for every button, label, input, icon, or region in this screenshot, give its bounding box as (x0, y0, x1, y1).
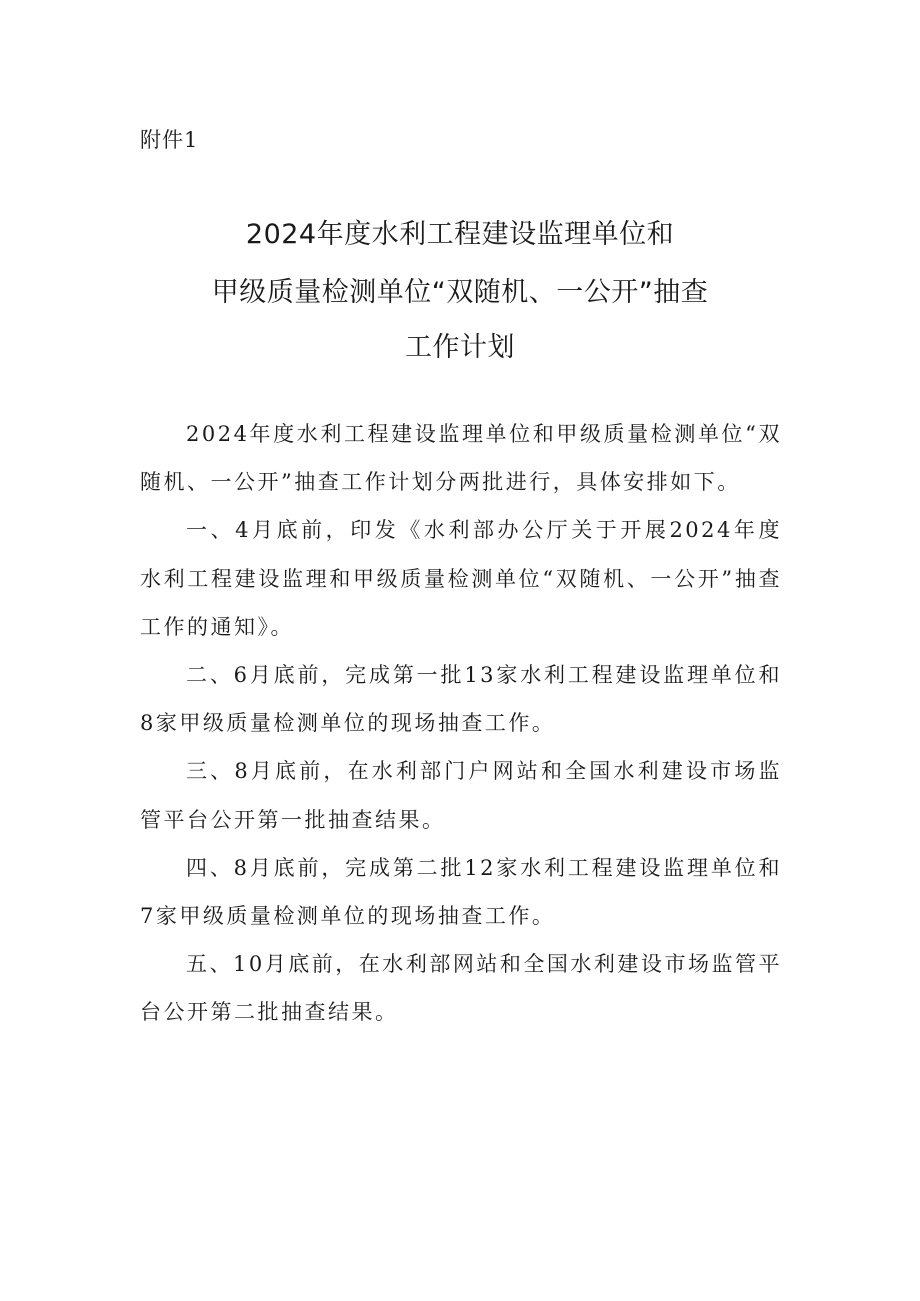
intro-paragraph: 2024年度水利工程建设监理单位和甲级质量检测单位“双随机、一公开”抽查工作计划分两批进行，具体安排如下。 (140, 422, 782, 495)
schedule-item-1: 一、4月底前，印发《水利部办公厅关于开展2024年度水利工程建设监理和甲级质量检测单位“双随机、一公开”抽查工作的通知》。 (140, 518, 782, 639)
schedule-item-5: 五、10月底前，在水利部网站和全国水利建设市场监管平台公开第二批抽查结果。 (140, 952, 782, 1025)
title-line-1: 2024年度水利工程建设监理单位和 (245, 219, 675, 250)
schedule-item-4: 四、8月底前，完成第二批12家水利工程建设监理单位和7家甲级质量检测单位的现场抽查工作。 (140, 855, 782, 929)
title-line-2: 甲级质量检测单位“双随机、一公开”抽查 (211, 277, 709, 308)
document-body (140, 410, 782, 1037)
attachment-label: 附件1 (140, 128, 199, 152)
schedule-item-3: 三、8月底前，在水利部门户网站和全国水利建设市场监管平台公开第一批抽查结果。 (140, 759, 782, 832)
schedule-item-2: 二、6月底前，完成第一批13家水利工程建设监理单位和8家甲级质量检测单位的现场抽查工作。 (140, 663, 782, 736)
title-line-3: 工作计划 (405, 332, 515, 363)
